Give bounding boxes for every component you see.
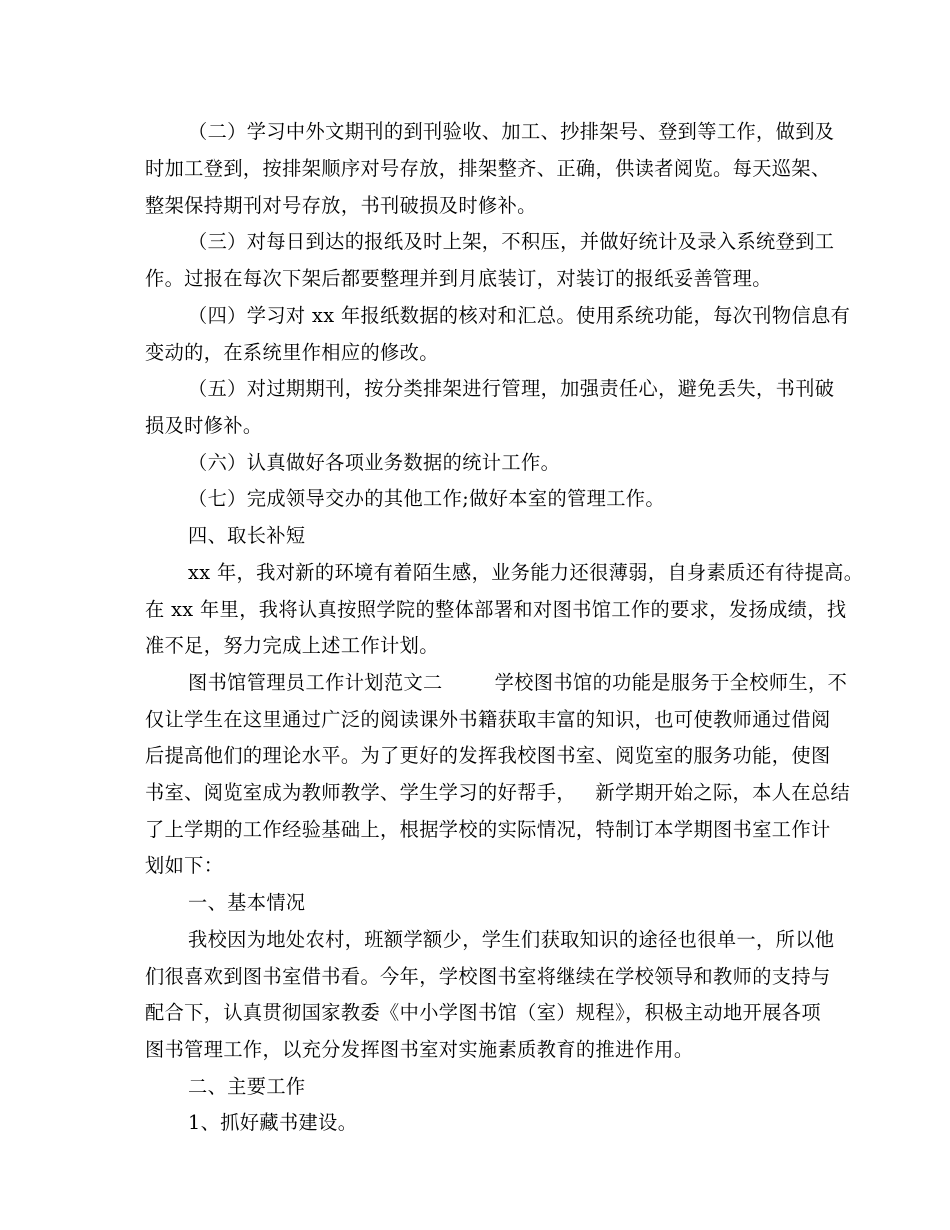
text-line: 划如下： xyxy=(145,854,224,877)
section-heading: 四、取长补短 xyxy=(188,524,306,547)
text-line: （四）学习对 xx 年报纸数据的核对和汇总。使用系统功能，每次刊物信息有 xyxy=(188,304,851,327)
section-heading: 一、基本情况 xyxy=(188,891,306,914)
text-line: 书室、阅览室成为教师教学、学生学习的好帮手， 新学期开始之际，本人在总结 xyxy=(145,781,851,804)
text-line: 损及时修补。 xyxy=(145,414,263,437)
text-line: 了上学期的工作经验基础上，根据学校的实际情况，特制订本学期图书室工作计 xyxy=(145,818,831,841)
text-line: （六）认真做好各项业务数据的统计工作。 xyxy=(188,451,561,474)
text-line: （七）完成领导交办的其他工作;做好本室的管理工作。 xyxy=(188,487,665,510)
text-line: （二）学习中外文期刊的到刊验收、加工、抄排架号、登到等工作，做到及 xyxy=(188,120,835,143)
text-line: 作。过报在每次下架后都要整理并到月底装订，对装订的报纸妥善管理。 xyxy=(145,267,772,290)
text-line: 仅让学生在这里通过广泛的阅读课外书籍获取丰富的知识，也可使教师通过借阅 xyxy=(145,708,831,731)
section-heading: 二、主要工作 xyxy=(188,1075,306,1098)
text-line: 配合下，认真贯彻国家教委《中小学图书馆（室）规程》，积极主动地开展各项 xyxy=(145,1001,821,1024)
text-line: 时加工登到，按排架顺序对号存放，排架整齐、正确，供读者阅览。每天巡架、 xyxy=(145,157,831,180)
text-line: 图书馆管理员工作计划范文二 学校图书馆的功能是服务于全校师生，不 xyxy=(188,671,848,694)
text-line: （三）对每日到达的报纸及时上架，不积压，并做好统计及录入系统登到工 xyxy=(188,230,835,253)
text-line: xx 年，我对新的环境有着陌生感，业务能力还很薄弱，自身素质还有待提高。 xyxy=(188,561,864,584)
text-line: 我校因为地处农村，班额学额少，学生们获取知识的途径也很单一，所以他 xyxy=(188,928,835,951)
text-line: 在 xx 年里，我将认真按照学院的整体部署和对图书馆工作的要求，发扬成绩，找 xyxy=(145,598,847,621)
text-line: 们很喜欢到图书室借书看。今年，学校图书室将继续在学校领导和教师的支持与 xyxy=(145,965,831,988)
list-item: 1、抓好藏书建设。 xyxy=(188,1111,358,1134)
text-line: 整架保持期刊对号存放，书刊破损及时修补。 xyxy=(145,194,537,217)
text-line: 后提高他们的理论水平。为了更好的发挥我校图书室、阅览室的服务功能，使图 xyxy=(145,744,831,767)
text-line: （五）对过期期刊，按分类排架进行管理，加强责任心，避免丢失，书刊破 xyxy=(188,377,835,400)
text-line: 变动的，在系统里作相应的修改。 xyxy=(145,341,439,364)
text-line: 图书管理工作，以充分发挥图书室对实施素质教育的推进作用。 xyxy=(145,1038,694,1061)
text-line: 准不足，努力完成上述工作计划。 xyxy=(145,634,439,657)
